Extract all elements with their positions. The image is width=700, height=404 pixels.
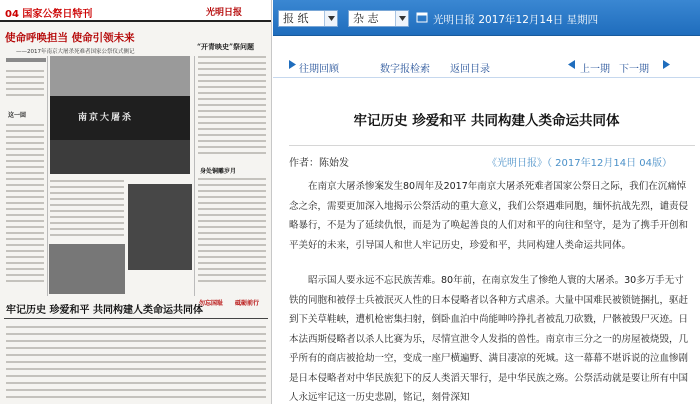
- triangle-left-icon[interactable]: [568, 60, 576, 69]
- text-line: [198, 56, 266, 58]
- text-line: [198, 62, 266, 64]
- text-line: [198, 128, 266, 130]
- text-line: [6, 160, 44, 162]
- triangle-right-icon: [288, 60, 296, 69]
- photo-crowd: [50, 140, 190, 174]
- text-line: [198, 86, 266, 88]
- text-line: [50, 216, 124, 218]
- text-line: [6, 250, 44, 252]
- text-line: [198, 104, 266, 106]
- article-title: 牢记历史 珍爱和平 共同构建人类命运共同体: [353, 113, 620, 129]
- text-line: [6, 256, 44, 258]
- text-line: [6, 190, 44, 192]
- page-number: 04 国家公祭日特刊: [5, 9, 93, 20]
- chevron-down-icon[interactable]: [324, 11, 337, 26]
- text-line: [6, 172, 44, 174]
- memorial-photo[interactable]: [50, 56, 190, 174]
- triangle-right-icon[interactable]: [662, 60, 670, 69]
- text-line: [6, 214, 44, 216]
- chevron-down-icon[interactable]: [395, 11, 408, 26]
- nav-bar: [273, 48, 700, 78]
- column-rule: [47, 56, 48, 296]
- red-headline[interactable]: 勿忘国耻: [199, 300, 224, 307]
- text-line: [6, 232, 44, 234]
- digital-search-link[interactable]: 数字报检索: [380, 64, 430, 75]
- text-line: [50, 234, 124, 236]
- text-line: [6, 202, 44, 204]
- text-line: [6, 274, 44, 276]
- text-line: [198, 238, 266, 240]
- text-line: [198, 74, 266, 76]
- top-toolbar: [273, 0, 700, 36]
- text-line: [198, 98, 266, 100]
- text-line: [6, 154, 44, 156]
- text-line: [6, 361, 266, 363]
- text-line: [50, 180, 124, 182]
- text-line: [198, 196, 266, 198]
- calendar-icon: [416, 11, 428, 23]
- text-line: [198, 274, 266, 276]
- text-line: [6, 326, 266, 328]
- text-line: [6, 238, 44, 240]
- text-line: [6, 354, 266, 356]
- masthead: 光明日报: [206, 8, 243, 18]
- article-source: 《光明日报》（ 2017年12月14日 04版）: [487, 158, 672, 169]
- text-line: [198, 152, 266, 154]
- text-line: [6, 148, 44, 150]
- page-headline[interactable]: 使命呼唤担当 使命引领未来: [5, 32, 135, 44]
- text-line: [198, 122, 266, 124]
- text-line: [6, 244, 44, 246]
- ceremony-photo[interactable]: [128, 184, 192, 270]
- text-line: [6, 70, 44, 72]
- text-line: [198, 280, 266, 282]
- text-line: [6, 208, 44, 210]
- page-byline: [6, 58, 46, 62]
- text-line: [198, 250, 266, 252]
- bottom-rule: [4, 318, 268, 319]
- text-line: [6, 375, 266, 377]
- text-line: [6, 130, 44, 132]
- text-line: [198, 262, 266, 264]
- text-line: [198, 80, 266, 82]
- text-line: [198, 208, 266, 210]
- text-line: [6, 280, 44, 282]
- text-line: [198, 110, 266, 112]
- text-line: [198, 116, 266, 118]
- photo-sky: [50, 56, 190, 96]
- paper-select[interactable]: [278, 10, 338, 27]
- text-line: [198, 256, 266, 258]
- prev-issue-link[interactable]: 上一期: [580, 64, 610, 75]
- text-line: [198, 244, 266, 246]
- text-line: [198, 268, 266, 270]
- text-line: [6, 142, 44, 144]
- text-line: [50, 192, 124, 194]
- text-line: [50, 186, 124, 188]
- text-line: [198, 146, 266, 148]
- text-line: [6, 268, 44, 270]
- article-author: 作者：陈始发: [289, 158, 349, 169]
- text-line: [6, 136, 44, 138]
- article-paragraph: 在南京大屠杀惨案发生80周年及2017年南京大屠杀死难者国家公祭日之际，我们在沉痛悼念之余，需要更加深入地揭示公祭活动的重大意义，我们公祭遇难同胞，缅怀抗战先烈，谴责侵略暴行，不是为了延续仇恨，而是为了唤起善良的人们对和平的向往和坚守，是为了携手开创和平美好的未来，引导国人和世人牢记历史，珍爱和平，共同构建人类命运共同体。: [289, 181, 689, 251]
- text-line: [198, 92, 266, 94]
- past-issues-link[interactable]: 往期回顾: [299, 64, 339, 75]
- right-column-headline[interactable]: 身处铜雕岁月: [200, 168, 237, 175]
- text-line: [198, 184, 266, 186]
- text-line: [6, 396, 266, 398]
- page-header-strip: [0, 0, 272, 22]
- text-line: [6, 124, 44, 126]
- newspaper-page-thumbnail[interactable]: [0, 0, 272, 404]
- text-line: [6, 382, 266, 384]
- text-line: [50, 198, 124, 200]
- text-line: [198, 178, 266, 180]
- text-line: [6, 333, 266, 335]
- text-line: [6, 76, 44, 78]
- text-line: [198, 140, 266, 142]
- text-line: [6, 226, 44, 228]
- text-line: [6, 340, 266, 342]
- title-divider: [289, 145, 695, 146]
- next-issue-link[interactable]: 下一期: [619, 64, 649, 75]
- text-line: [6, 347, 266, 349]
- column-rule: [194, 56, 195, 296]
- text-line: [6, 184, 44, 186]
- issue-date: 光明日报 2017年12月14日 星期四: [433, 14, 599, 26]
- text-line: [6, 88, 44, 90]
- text-line: [50, 228, 124, 230]
- text-line: [6, 178, 44, 180]
- photo-wall-text: 南京大屠杀: [78, 113, 134, 123]
- text-line: [50, 210, 124, 212]
- text-line: [6, 389, 266, 391]
- page-subline: ——2017年南京大屠杀死难者国家公祭仪式侧记: [16, 49, 135, 55]
- text-line: [6, 262, 44, 264]
- text-line: [198, 202, 266, 204]
- text-line: [6, 368, 266, 370]
- paper-select-value: 报 纸: [283, 12, 309, 25]
- text-line: [6, 82, 44, 84]
- edition-select[interactable]: [348, 10, 409, 27]
- red-headline-2[interactable]: 砥砺前行: [235, 300, 260, 307]
- text-line: [198, 220, 266, 222]
- text-line: [198, 232, 266, 234]
- crowd-photo[interactable]: [49, 244, 125, 294]
- text-line: [6, 166, 44, 168]
- text-line: [198, 226, 266, 228]
- back-to-contents-link[interactable]: 返回目录: [450, 64, 490, 75]
- left-column-headline[interactable]: 这一回: [8, 112, 27, 119]
- text-line: [198, 214, 266, 216]
- text-line: [6, 94, 44, 96]
- text-line: [6, 220, 44, 222]
- edition-select-value: 杂 志: [353, 12, 379, 25]
- text-line: [198, 68, 266, 70]
- text-line: [50, 204, 124, 206]
- text-line: [198, 134, 266, 136]
- page-sidebar-headline[interactable]: “开青映史”祭问题: [197, 42, 255, 51]
- text-line: [6, 196, 44, 198]
- bottom-headline[interactable]: 牢记历史 珍爱和平 共同构建人类命运共同体: [6, 305, 203, 316]
- text-line: [198, 190, 266, 192]
- text-line: [50, 222, 124, 224]
- article-paragraph: 昭示国人要永远不忘民族苦难。80年前，在南京发生了惨绝人寰的大屠杀。30多万手无寸铁的同胞和被俘士兵被泯灭人性的日本侵略者以各种方式虐杀。大量中国难民被锁链捆扎，驱赶到下关草鞋峡，遭机枪密集扫射，倒卧血泊中尚能呻吟挣扎者被乱刀砍戮，尸骸被毁尸灭迹。日本法西斯侵略者以杀人比赛为乐，尽情宣泄令人发指的兽性。南京市三分之一的房屋被烧毁，几乎所有的商店被抢劫一空，变成一座尸横遍野、满目凄凉的死城。这一幕幕不堪诉说的泣血惨剧是日本侵略者对中华民族犯下的反人类滔天罪行，是中华民族之殇。公祭活动就是要让所有中国人永远牢记这一历史悲剧，铭记，刻骨深知: [289, 275, 689, 403]
